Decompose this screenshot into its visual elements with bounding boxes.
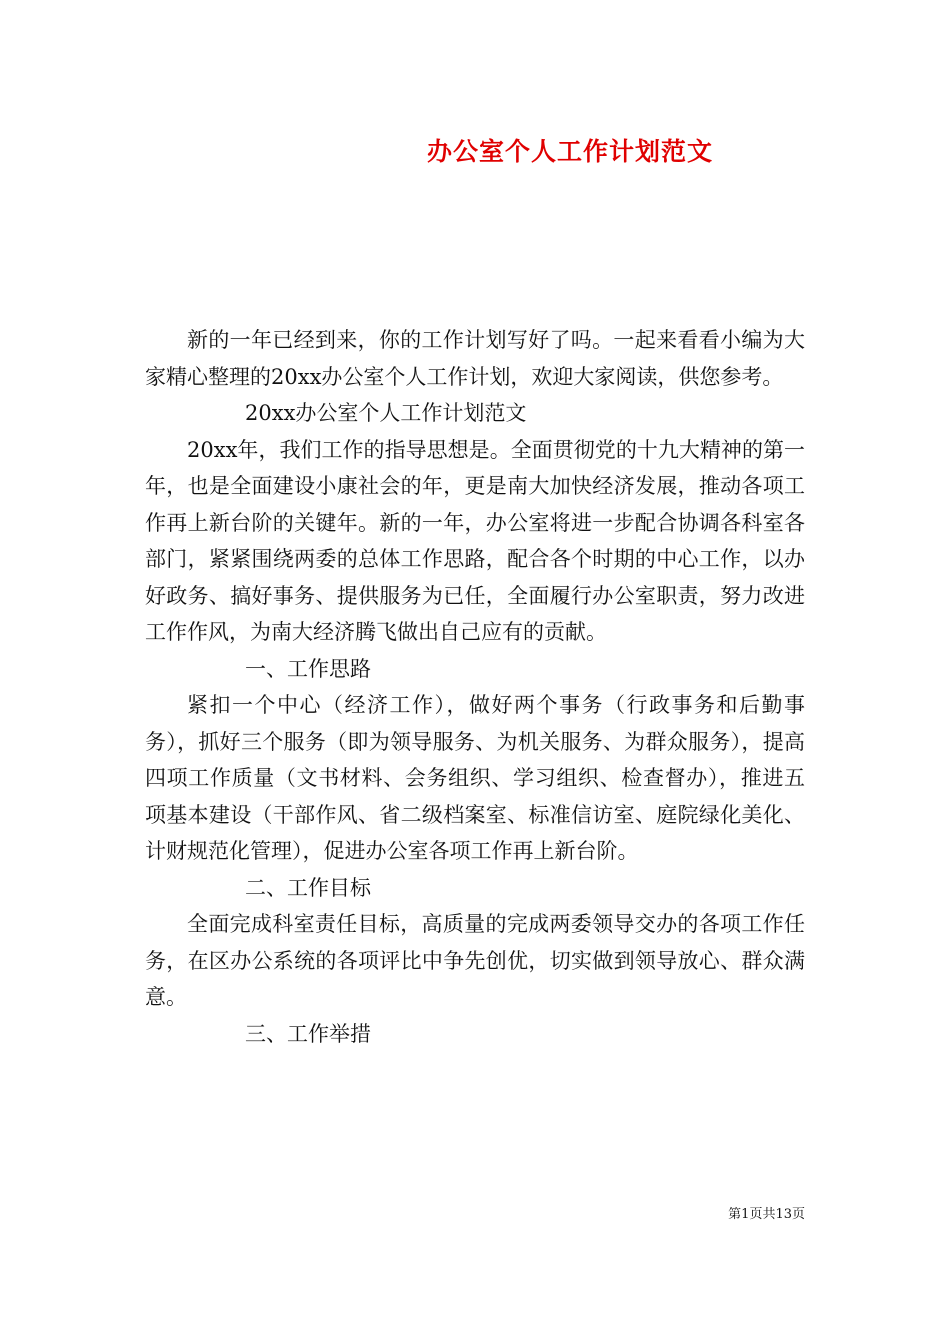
section-heading-work-measures: 三、工作举措: [245, 1021, 371, 1046]
guiding-thought-paragraph: 20xx年，我们工作的指导思想是。全面贯彻党的十九大精神的第一年，也是全面建设小康社会的年，更是南大加快经济发展，推动各项工作再上新台阶的关键年。新的一年，办公室将进一步配合协调各科室各部门，紧紧围绕两委的总体工作思路，配合各个时期的中心工作，以办好政务、搞好事务、提供服务为已任，全面履行办公室职责，努力改进工作作风，为南大经济腾飞做出自己应有的贡献。: [145, 437, 805, 644]
subtitle-heading: 20xx办公室个人工作计划范文: [245, 401, 527, 425]
work-goals-paragraph: 全面完成科室责任目标，高质量的完成两委领导交办的各项工作任务，在区办公系统的各项评比中争先创优，切实做到领导放心、群众满意。: [145, 912, 805, 1009]
work-ideas-paragraph: 紧扣一个中心（经济工作），做好两个事务（行政事务和后勤事务），抓好三个服务（即为领导服务、为机关服务、为群众服务），提高四项工作质量（文书材料、会务组织、学习组织、检查督办），推进五项基本建设（干部作风、省二级档案室、标准信访室、庭院绿化美化、计财规范化管理），促进办公室各项工作再上新台阶。: [145, 693, 805, 863]
section-heading-work-ideas: 一、工作思路: [245, 656, 371, 681]
page-number-footer: 第1页共13页: [728, 1207, 805, 1222]
document-body: [145, 322, 805, 1052]
section-heading-work-goals: 二、工作目标: [245, 875, 371, 900]
document-title: 办公室个人工作计划范文: [426, 137, 713, 166]
intro-paragraph: 新的一年已经到来，你的工作计划写好了吗。一起来看看小编为大家精心整理的20xx办公室个人工作计划，欢迎大家阅读，供您参考。: [145, 328, 805, 389]
